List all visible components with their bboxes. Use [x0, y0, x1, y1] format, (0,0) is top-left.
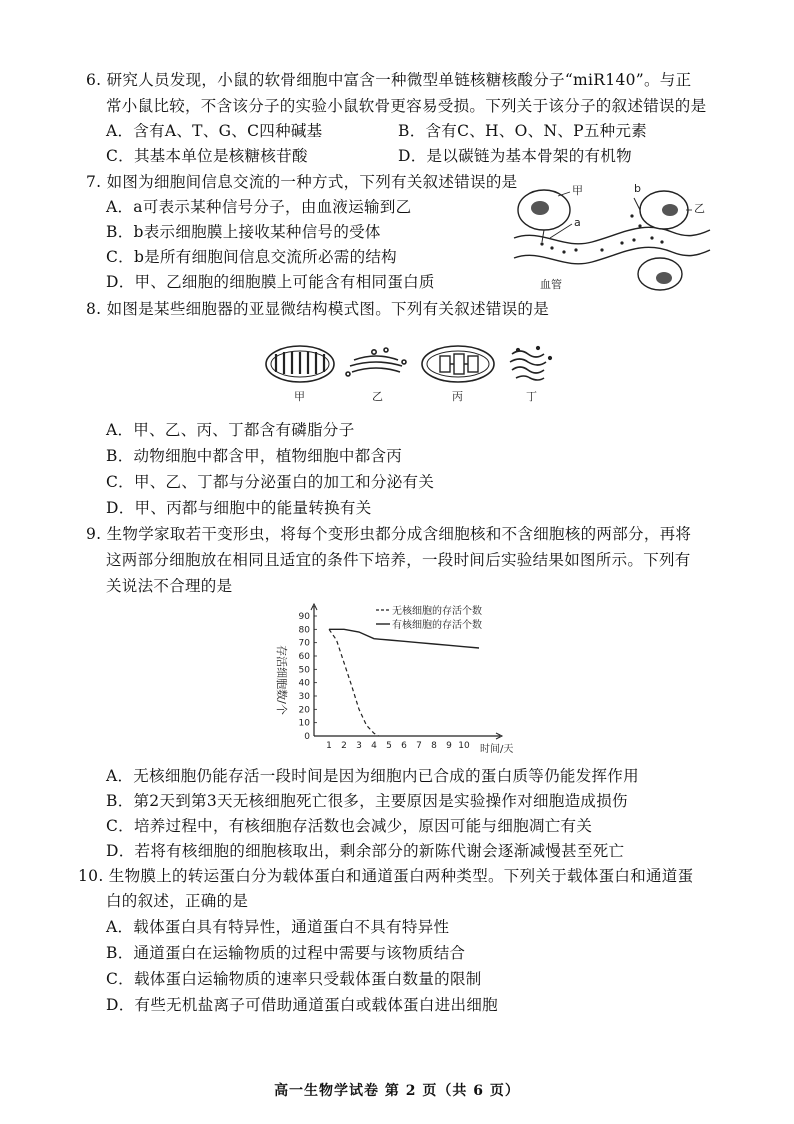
series-line-nucleus: [329, 629, 479, 648]
q6-option-c: C．其基本单位是核糖核苷酸: [106, 147, 308, 165]
label-vessel: 血管: [540, 278, 562, 291]
series-line-no-nucleus: [329, 629, 379, 736]
y-tick-label: 10: [298, 718, 310, 729]
x-tick-label: 4: [371, 741, 377, 751]
q9-option-c: C．培养过程中，有核细胞存活数也会减少，原因可能与细胞凋亡有关: [106, 817, 593, 835]
q8-stem-text: 如图是某些细胞器的亚显微结构模式图。下列有关叙述错误的是: [106, 300, 550, 318]
q7-option-d: D．甲、乙细胞的细胞膜上可能含有相同蛋白质: [106, 273, 435, 291]
q10-option-c: C．载体蛋白运输物质的速率只受载体蛋白数量的限制: [106, 970, 482, 988]
organelle-ding-er: [510, 347, 551, 380]
label-b: b: [634, 182, 641, 195]
q10-option-d: D．有些无机盐离子可借助通道蛋白或载体蛋白进出细胞: [106, 996, 498, 1014]
q10-stem-line2: 白的叙述，正确的是: [106, 892, 249, 910]
organelle-jia-mitochondrion: [266, 346, 334, 382]
label-ding: 丁: [526, 390, 537, 402]
q8-stem: [86, 299, 549, 319]
q9-option-a: A．无核细胞仍能存活一段时间是因为细胞内已合成的蛋白质等仍能发挥作用: [106, 767, 639, 785]
q10-option-a: A．载体蛋白具有特异性，通道蛋白不具有特异性: [106, 918, 450, 936]
q9-option-d: D．若将有核细胞的细胞核取出，剩余部分的新陈代谢会逐渐减慢甚至死亡: [106, 842, 625, 860]
q8-option-c: C．甲、乙、丁都与分泌蛋白的加工和分泌有关: [106, 473, 435, 491]
q8-option-d: D．甲、丙都与细胞中的能量转换有关: [106, 499, 372, 517]
organelle-bing-chloroplast: [422, 346, 494, 382]
x-tick-label: 5: [386, 741, 392, 751]
q6-stem-line1: [86, 70, 691, 90]
y-tick-label: 50: [298, 665, 310, 676]
label-a: a: [574, 216, 581, 229]
chart-legend: [376, 604, 482, 631]
y-tick-label: 90: [298, 612, 310, 622]
receptor-b: [634, 198, 640, 210]
q10-stem-line1: [78, 866, 693, 886]
label-jia: 甲: [572, 184, 583, 197]
q7-stem-text: 如图为细胞间信息交流的一种方式，下列有关叙述错误的是: [106, 173, 518, 191]
q9-number: 9.: [86, 525, 102, 543]
q9-stem-line3: 关说法不合理的是: [106, 577, 233, 595]
cell-yi-nucleus: [662, 204, 678, 216]
y-tick-label: 70: [298, 638, 310, 649]
q6-option-b: B．含有C、H、O、N、P五种元素: [398, 122, 648, 140]
q7-stem: [86, 172, 517, 192]
x-tick-label: 9: [446, 741, 452, 751]
x-axis-label: 时间/天: [480, 744, 514, 755]
q6-stem-line2: 常小鼠比较，不含该分子的实验小鼠软骨更容易受损。下列关于该分子的叙述错误的是: [106, 97, 707, 115]
label-jia: 甲: [294, 390, 305, 402]
q6-option-d: D．是以碳链为基本骨架的有机物: [398, 147, 632, 165]
q8-organelles-figure: [262, 340, 562, 402]
y-tick-label: 80: [298, 625, 310, 636]
y-tick-label: 30: [298, 692, 310, 702]
x-tick-label: 8: [431, 741, 437, 751]
q8-number: 8.: [86, 300, 102, 318]
x-tick-label: 1: [326, 741, 332, 751]
q7-number: 7.: [86, 173, 102, 191]
q9-stem-text1: 生物学家取若干变形虫，将每个变形虫都分成含细胞核和不含细胞核的两部分，再将: [106, 525, 692, 543]
q6-stem-text1: 研究人员发现，小鼠的软骨细胞中富含一种微型单链核糖核酸分子“miR140”。与正: [106, 71, 692, 89]
organelle-yi-golgi: [346, 348, 406, 376]
q10-stem-text1: 生物膜上的转运蛋白分为载体蛋白和通道蛋白两种类型。下列关于载体蛋白和通道蛋: [108, 867, 694, 885]
y-tick-label: 20: [298, 705, 310, 716]
y-tick-label: 0: [304, 732, 310, 742]
x-tick-label: 6: [401, 741, 407, 751]
q7-cell-signaling-figure: [512, 180, 712, 292]
label-bing: 丙: [452, 390, 463, 402]
y-tick-label: 40: [298, 678, 310, 689]
q6-option-a: A．含有A、T、G、C四种碱基: [106, 122, 323, 140]
q9-stem-line1: [86, 524, 691, 544]
cell-bottom-nucleus: [656, 272, 672, 284]
q10-option-b: B．通道蛋白在运输物质的过程中需要与该物质结合: [106, 944, 466, 962]
y-axis-label: 存活细胞数/个: [275, 645, 288, 715]
x-tick-label: 3: [356, 741, 362, 751]
q6-number: 6.: [86, 71, 102, 89]
legend-item-nucleus: 有核细胞的存活个数: [392, 620, 482, 631]
q9-survival-chart: [268, 600, 528, 760]
q7-option-c: C．b是所有细胞间信息交流所必需的结构: [106, 248, 397, 266]
vessel-wall-lower: [514, 247, 710, 263]
chart-series-group: [329, 629, 479, 736]
page-footer: 高一生物学试卷 第 2 页（共 6 页）: [274, 1083, 520, 1099]
q9-option-b: B．第2天到第3天无核细胞死亡很多，主要原因是实验操作对细胞造成损伤: [106, 792, 628, 810]
x-tick-label: 7: [416, 741, 422, 751]
arrow-a-line: [542, 230, 544, 242]
legend-item-no-nucleus: 无核细胞的存活个数: [392, 606, 482, 617]
label-yi: 乙: [372, 390, 383, 402]
q8-option-b: B．动物细胞中都含甲，植物细胞中都含丙: [106, 447, 403, 465]
q7-option-a: A．a可表示某种信号分子，由血液运输到乙: [106, 198, 412, 216]
label-yi: 乙: [694, 202, 705, 215]
y-tick-label: 60: [298, 652, 310, 662]
q10-number: 10.: [78, 867, 104, 885]
cell-jia-nucleus: [531, 201, 549, 215]
x-tick-label: 2: [341, 741, 347, 751]
q9-stem-line2: 这两部分细胞放在相同且适宜的条件下培养，一段时间后实验结果如图所示。下列有: [106, 551, 691, 569]
x-tick-label: 10: [458, 741, 470, 751]
q8-option-a: A．甲、乙、丙、丁都含有磷脂分子: [106, 421, 355, 439]
q7-option-b: B．b表示细胞膜上接收某种信号的受体: [106, 223, 381, 241]
